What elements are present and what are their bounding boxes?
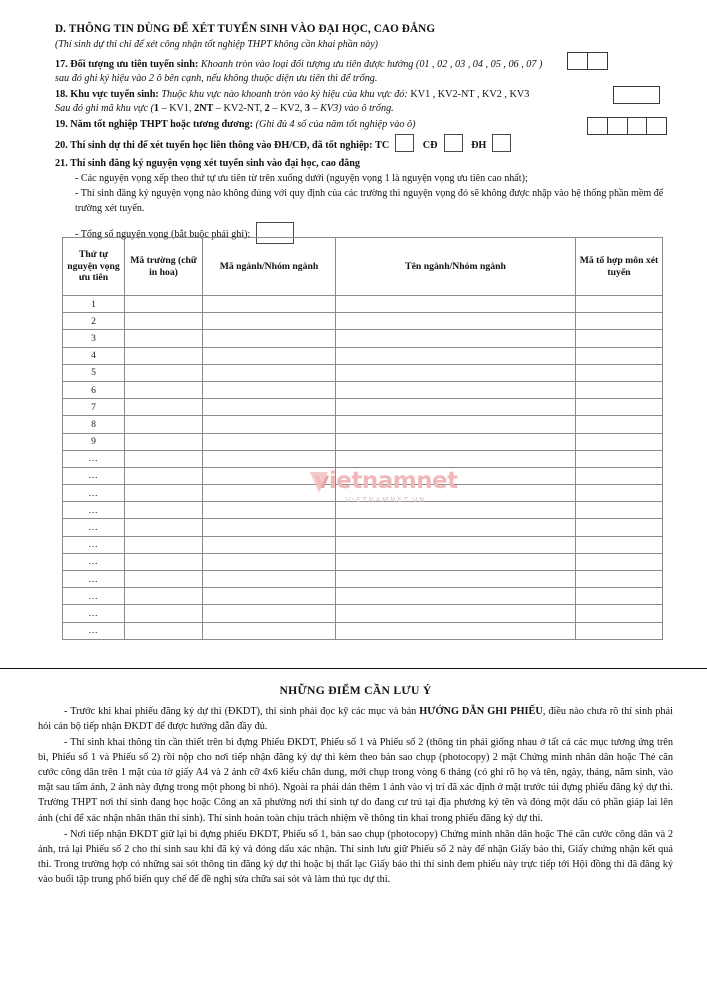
- table-row: [63, 416, 663, 433]
- watermark-brand-v: v: [314, 468, 329, 494]
- wish-cell-combo-code[interactable]: [576, 502, 663, 519]
- notes-section: [0, 678, 707, 888]
- item-18-label: 18. Khu vực tuyển sinh:: [55, 88, 159, 100]
- item-19-label: 19. Năm tốt nghiệp THPT hoặc tương đương:: [55, 118, 254, 130]
- item-19-box-3[interactable]: [627, 117, 648, 135]
- wish-cell-combo-code[interactable]: [576, 519, 663, 536]
- wish-cell-combo-code[interactable]: [576, 553, 663, 570]
- wish-cell-major-name[interactable]: [336, 450, 576, 467]
- wish-cell-combo-code[interactable]: [576, 296, 663, 313]
- wish-cell-school-code[interactable]: [125, 536, 203, 553]
- wish-cell-school-code[interactable]: [125, 485, 203, 502]
- item-19-box-2[interactable]: [607, 117, 628, 135]
- wish-row-order: 7: [63, 399, 125, 416]
- wish-cell-major-code[interactable]: [203, 399, 336, 416]
- item-19-box-4[interactable]: [646, 117, 667, 135]
- wish-cell-school-code[interactable]: [125, 605, 203, 622]
- wish-col-major-name: Tên ngành/Nhóm ngành: [336, 238, 576, 296]
- watermark-subtitle: VIETNAMNET.VN: [345, 495, 427, 504]
- wish-cell-major-code[interactable]: [203, 519, 336, 536]
- item-20-checkbox-cd[interactable]: [444, 134, 463, 152]
- item-18-code-2nt: 2NT: [194, 103, 214, 115]
- table-row: [63, 502, 663, 519]
- item-20-option-cd-label: CĐ: [422, 140, 438, 152]
- item-17-box-2[interactable]: [587, 52, 608, 70]
- wish-col-major-code: Mã ngành/Nhóm ngành: [203, 238, 336, 296]
- wish-row-order: …: [63, 519, 125, 536]
- wish-cell-combo-code[interactable]: [576, 485, 663, 502]
- wish-cell-major-code[interactable]: [203, 622, 336, 639]
- wish-row-order: 2: [63, 313, 125, 330]
- notes-p1-emphasis: HƯỚNG DẪN GHI PHIẾU: [419, 706, 543, 717]
- item-20: [55, 134, 677, 153]
- item-18-box-1[interactable]: [613, 86, 660, 104]
- item-17-instruction-line2: sau đó ghi ký hiệu vào 2 ô bên cạnh, nếu không thuộc diện ưu tiên thì để trống.: [55, 73, 378, 85]
- wish-cell-school-code[interactable]: [125, 347, 203, 364]
- wish-cell-school-code[interactable]: [125, 330, 203, 347]
- item-18-line2-g: – KV2,: [269, 103, 305, 115]
- wish-cell-school-code[interactable]: [125, 296, 203, 313]
- item-18-line2-e: – KV2-NT,: [213, 103, 265, 115]
- item-18: [55, 88, 677, 117]
- item-18-line2-a: Sau đó ghi mã khu vực (: [55, 103, 154, 115]
- wish-row-order: …: [63, 536, 125, 553]
- wish-cell-major-name[interactable]: [336, 416, 576, 433]
- wish-cell-major-name[interactable]: [336, 571, 576, 588]
- notes-title: NHỮNG ĐIỂM CẦN LƯU Ý: [279, 684, 432, 697]
- table-row: [63, 450, 663, 467]
- item-18-line2-i: – KV3) vào ô trống.: [309, 103, 394, 115]
- table-row: [63, 571, 663, 588]
- wish-col-school-code: Mã trường (chữ in hoa): [125, 238, 203, 296]
- item-18-area-code-box[interactable]: [613, 86, 660, 104]
- item-18-code-3: 3: [304, 103, 310, 115]
- notes-p1-a: - Trước khi khai phiếu đăng ký dự thi (ĐKDT), thí sinh phải đọc kỹ các mục và bản: [64, 706, 420, 717]
- wish-cell-major-code[interactable]: [203, 416, 336, 433]
- wish-cell-major-code[interactable]: [203, 553, 336, 570]
- wish-cell-major-code[interactable]: [203, 588, 336, 605]
- wish-col-subject-combo-code: Mã tổ hợp môn xét tuyển: [576, 238, 663, 296]
- wish-cell-major-name[interactable]: [336, 364, 576, 381]
- wish-cell-combo-code[interactable]: [576, 313, 663, 330]
- wish-cell-major-code[interactable]: [203, 381, 336, 398]
- wish-cell-combo-code[interactable]: [576, 364, 663, 381]
- item-18-code-2: 2: [264, 103, 270, 115]
- section-d-subtitle: (Thí sinh dự thi chỉ để xét công nhận tốt nghiệp THPT không cần khai phần này): [55, 39, 379, 50]
- wish-row-order: …: [63, 571, 125, 588]
- wish-cell-combo-code[interactable]: [576, 433, 663, 450]
- wish-cell-school-code[interactable]: [125, 571, 203, 588]
- wish-cell-combo-code[interactable]: [576, 536, 663, 553]
- wish-row-order: …: [63, 485, 125, 502]
- item-21: [55, 157, 677, 171]
- wish-row-order: …: [63, 450, 125, 467]
- wish-row-order: 9: [63, 433, 125, 450]
- table-row: [63, 519, 663, 536]
- notes-p1-c: , điều nào chưa rõ thí sinh phải hỏi cán bộ tiếp nhận ĐKDT để được hướng dẫn đầy đủ.: [38, 706, 673, 733]
- item-21-total-wishes-label: - Tổng số nguyện vọng (bắt buộc phải ghi):: [75, 229, 251, 241]
- item-19-instruction: (Ghi đủ 4 số của năm tốt nghiệp vào ô): [255, 118, 416, 130]
- wish-cell-major-name[interactable]: [336, 347, 576, 364]
- notes-paragraph-2: - Thí sinh khai thông tin cần thiết trên bì đựng Phiếu ĐKDT, Phiếu số 1 và Phiếu số 2 (thông tin phải giống nhau ở tất cả các mục tương ứng trên bì, Phiếu số 1 và Phiếu số 2) rồi nộp cho nơi tiếp nhận đăng ký dự thi kèm theo bản sao chụp (photocopy) 2 mặt Chứng minh nhân dân hoặc Thẻ căn cước công dân trên 1 mặt của tờ giấy A4 và 2 ảnh cỡ 4x6 kiểu chân dung, mới chụp trong vòng 6 tháng (có ghi rõ họ và tên, ngày, tháng, năm sinh, vào mặt sau tấm ảnh, 2 ảnh này đựng trong một phong bì nhỏ). Ngoài ra phải dán thêm 1 ảnh vào vị trí đã xác định ở mặt trước túi đựng phiếu đăng ký dự thi. Trường THPT nơi thí sinh đang học hoặc Công an xã phường nơi thí sinh tự do đang cư trú tại địa phương ký tên và đóng một dấu có phần giáp lai lên ảnh (chỉ để xác nhận nhân thân thí sinh). Thí sinh hoàn toàn chịu trách nhiệm về thông tin khai trong phiếu đăng ký dự thi.: [38, 737, 673, 824]
- wish-col-priority-order: Thứ tự nguyện vọng ưu tiên: [63, 238, 125, 296]
- wish-cell-major-name[interactable]: [336, 313, 576, 330]
- wish-cell-major-code[interactable]: [203, 485, 336, 502]
- table-row: [63, 433, 663, 450]
- wish-cell-major-name[interactable]: [336, 519, 576, 536]
- wish-cell-combo-code[interactable]: [576, 571, 663, 588]
- wish-cell-major-code[interactable]: [203, 347, 336, 364]
- wish-row-order: 6: [63, 381, 125, 398]
- item-20-label: 20. Thí sinh dự thi để xét tuyển học liên thông vào ĐH/CĐ, đã tốt nghiệp:: [55, 140, 373, 152]
- table-row: [63, 313, 663, 330]
- wish-cell-major-name[interactable]: [336, 433, 576, 450]
- wish-cell-school-code[interactable]: [125, 502, 203, 519]
- wish-cell-major-name[interactable]: [336, 296, 576, 313]
- wish-cell-major-code[interactable]: [203, 502, 336, 519]
- table-row: [63, 296, 663, 313]
- wish-cell-major-name[interactable]: [336, 536, 576, 553]
- wish-row-order: …: [63, 622, 125, 639]
- item-19-box-1[interactable]: [587, 117, 608, 135]
- wish-table-body: [63, 296, 663, 640]
- notes-paragraph-3: - Nơi tiếp nhận ĐKDT giữ lại bì đựng phiếu ĐKDT, Phiếu số 1, bản sao chụp (photocopy) Chứng minh nhân dân hoặc Thẻ căn cước công dân và 2 ảnh, trả lại Phiếu số 2 cho thí sinh sau khi đã ký và đóng dấu xác nhận. Thí sinh lưu giữ Phiếu số 2 này để nhận Giấy báo thi, Giấy chứng nhận kết quả thi. Trong trường hợp có những sai sót thông tin đăng ký dự thi hoặc bị thất lạc Giấy báo thi thí sinh đem phiếu này trực tiếp tới Hội đồng thi đã đăng ký vào buổi tập trung phổ biến quy chế để đề nghị sửa chữa sai sót và làm thủ tục dự thi.: [38, 828, 673, 885]
- table-row: [63, 553, 663, 570]
- wish-cell-combo-code[interactable]: [576, 588, 663, 605]
- wish-cell-school-code[interactable]: [125, 450, 203, 467]
- wish-row-order: …: [63, 553, 125, 570]
- wish-cell-combo-code[interactable]: [576, 450, 663, 467]
- wish-row-order: 1: [63, 296, 125, 313]
- wish-cell-combo-code[interactable]: [576, 330, 663, 347]
- table-row: [63, 399, 663, 416]
- wish-cell-combo-code[interactable]: [576, 467, 663, 484]
- wish-cell-major-code[interactable]: [203, 467, 336, 484]
- item-21-bullet-1: - Các nguyện vọng xếp theo thứ tự ưu tiên từ trên xuống dưới (nguyện vọng 1 là nguyện vọng ưu tiên cao nhất);: [75, 173, 528, 185]
- item-20-option-dh-label: ĐH: [471, 140, 487, 152]
- wish-row-order: …: [63, 502, 125, 519]
- item-18-area-codes: KV1 , KV2-NT , KV2 , KV3: [410, 88, 530, 100]
- wish-cell-school-code[interactable]: [125, 588, 203, 605]
- wish-cell-major-name[interactable]: [336, 381, 576, 398]
- section-divider: [0, 668, 707, 669]
- item-17-instruction: Khoanh tròn vào loại đối tượng ưu tiên được hưởng (01 , 02 , 03 , 04 , 05 , 06 , 07 ): [200, 59, 543, 70]
- wish-row-order: …: [63, 605, 125, 622]
- item-19-graduation-year-boxes[interactable]: [587, 117, 667, 135]
- wish-cell-combo-code[interactable]: [576, 381, 663, 398]
- wish-cell-combo-code[interactable]: [576, 399, 663, 416]
- wish-row-order: 4: [63, 347, 125, 364]
- item-19: [55, 118, 677, 132]
- table-row: [63, 622, 663, 639]
- wish-cell-major-name[interactable]: [336, 553, 576, 570]
- item-20-checkbox-tc[interactable]: [395, 134, 414, 152]
- wish-cell-major-name[interactable]: [336, 485, 576, 502]
- item-18-line2-c: – KV1,: [159, 103, 195, 115]
- table-row: [63, 605, 663, 622]
- wish-cell-major-name[interactable]: [336, 330, 576, 347]
- item-18-code-1: 1: [153, 103, 160, 115]
- wish-table-wrapper: [62, 237, 662, 640]
- wish-cell-combo-code[interactable]: [576, 347, 663, 364]
- item-18-line2: [55, 102, 677, 116]
- wish-cell-major-name[interactable]: [336, 467, 576, 484]
- wish-cell-major-code[interactable]: [203, 296, 336, 313]
- item-20-checkbox-dh[interactable]: [492, 134, 511, 152]
- wish-cell-school-code[interactable]: [125, 467, 203, 484]
- wish-row-order: …: [63, 588, 125, 605]
- wish-cell-school-code[interactable]: [125, 433, 203, 450]
- table-row: [63, 485, 663, 502]
- wish-cell-major-code[interactable]: [203, 433, 336, 450]
- wish-cell-school-code[interactable]: [125, 519, 203, 536]
- item-17-label: 17. Đối tượng ưu tiên tuyển sinh:: [55, 59, 199, 70]
- wish-cell-major-name[interactable]: [336, 605, 576, 622]
- table-row: [63, 536, 663, 553]
- section-d-title: D. THÔNG TIN DÙNG ĐỂ XÉT TUYỂN SINH VÀO ĐẠI HỌC, CAO ĐẲNG: [55, 23, 436, 35]
- wish-cell-school-code[interactable]: [125, 553, 203, 570]
- wish-table-header-row: [63, 238, 663, 296]
- wish-cell-school-code[interactable]: [125, 622, 203, 639]
- wish-cell-major-code[interactable]: [203, 605, 336, 622]
- wish-cell-school-code[interactable]: [125, 399, 203, 416]
- notes-paragraph-1: [38, 704, 673, 734]
- table-row: [63, 381, 663, 398]
- wish-cell-major-code[interactable]: [203, 364, 336, 381]
- wish-cell-combo-code[interactable]: [576, 416, 663, 433]
- wish-cell-combo-code[interactable]: [576, 622, 663, 639]
- item-21-bullets: [55, 172, 677, 216]
- item-18-instruction: Thuộc khu vực nào khoanh tròn vào ký hiệu của khu vực đó:: [161, 88, 408, 100]
- wish-cell-major-code[interactable]: [203, 330, 336, 347]
- wish-row-order: 5: [63, 364, 125, 381]
- watermark-brand-rest: ietnam: [328, 468, 417, 494]
- table-row: [63, 347, 663, 364]
- wish-cell-major-name[interactable]: [336, 399, 576, 416]
- wish-row-order: 3: [63, 330, 125, 347]
- wish-row-order: …: [63, 467, 125, 484]
- wish-cell-major-code[interactable]: [203, 313, 336, 330]
- wish-cell-major-code[interactable]: [203, 571, 336, 588]
- wish-row-order: 8: [63, 416, 125, 433]
- wish-cell-major-code[interactable]: [203, 450, 336, 467]
- wish-cell-school-code[interactable]: [125, 313, 203, 330]
- wish-cell-major-code[interactable]: [203, 536, 336, 553]
- item-21-bullet-2: - Thí sinh đăng ký nguyện vọng nào không đúng với quy định của các trường thì nguyện vọng đó sẽ không được nhập vào hệ thống phần mềm để trường xét tuyển.: [75, 188, 664, 214]
- wish-cell-major-name[interactable]: [336, 502, 576, 519]
- wish-cell-school-code[interactable]: [125, 364, 203, 381]
- item-20-option-tc-label: TC: [375, 140, 390, 152]
- table-row: [63, 330, 663, 347]
- wish-table: [62, 237, 663, 640]
- wish-cell-combo-code[interactable]: [576, 605, 663, 622]
- table-row: [63, 588, 663, 605]
- wish-cell-major-name[interactable]: [336, 588, 576, 605]
- wish-cell-major-name[interactable]: [336, 622, 576, 639]
- table-row: [63, 364, 663, 381]
- item-21-label: 21. Thí sinh đăng ký nguyện vọng xét tuyển sinh vào đại học, cao đẳng: [55, 157, 360, 169]
- wish-cell-school-code[interactable]: [125, 381, 203, 398]
- item-17-priority-code-boxes[interactable]: [567, 52, 608, 70]
- table-row: [63, 467, 663, 484]
- item-17-box-1[interactable]: [567, 52, 588, 70]
- watermark-brand-net: net: [416, 468, 458, 494]
- wish-cell-school-code[interactable]: [125, 416, 203, 433]
